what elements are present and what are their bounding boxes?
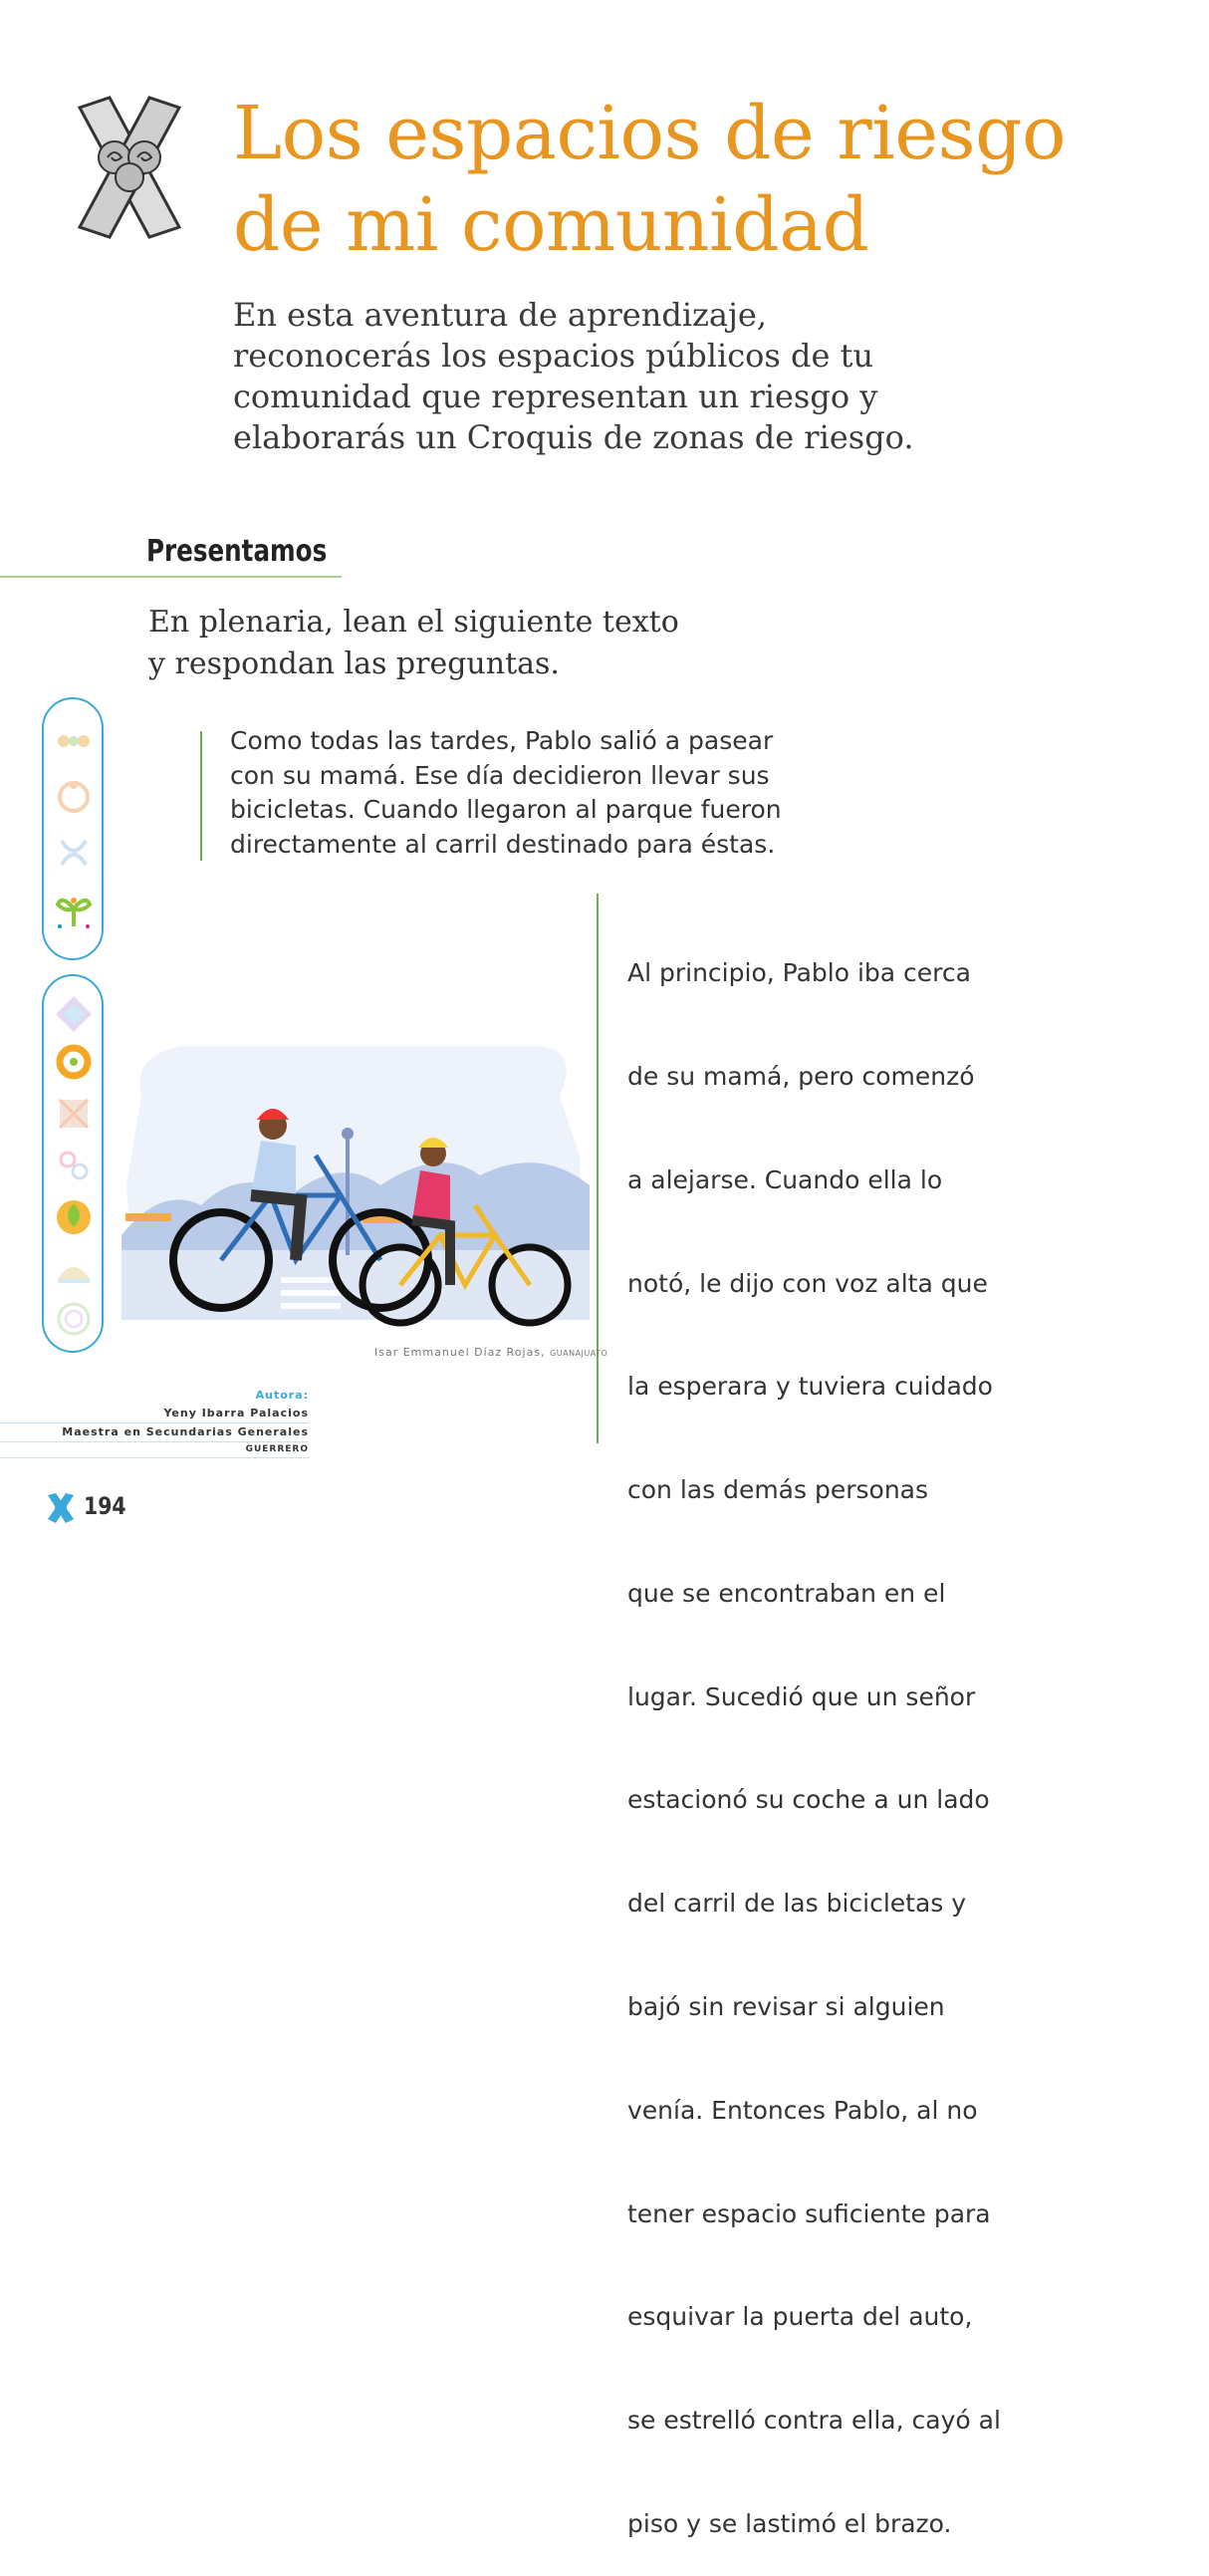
intro-line: En esta aventura de aprendizaje, [233,296,768,334]
story-line: de su mamá, pero comenzó [627,1061,975,1091]
story-line: Al principio, Pablo iba cerca [627,958,971,988]
instruction-line: y respondan las preguntas. [148,646,560,681]
spiral-icon [54,1299,94,1339]
sidebar-icons-bottom [42,974,104,1353]
story-line: con las demás personas [627,1475,929,1505]
story-line: notó, le dijo con voz alta que [627,1268,988,1298]
story-line: venía. Entonces Pablo, al no [627,2095,978,2125]
swirl-icon [54,1146,94,1185]
section-heading: Presentamos [146,534,328,569]
people-link-icon [54,833,94,873]
story-line: tener espacio suficiente para [627,2198,991,2228]
sprout-icon [54,891,94,930]
story-line: lugar. Sucedió que un señor [627,1681,976,1711]
page-number: 194 [84,1492,126,1520]
intro-line: reconocerás los espacios públicos de tu [233,337,874,375]
story-paragraph-1 [230,724,847,862]
story-line: esquivar la puerta del auto, [627,2302,973,2332]
series-logo-icon [46,1491,76,1525]
author-state: GUERRERO [0,1442,309,1458]
intro-text [233,295,990,458]
instruction-line: En plenaria, lean el siguiente texto [148,605,679,640]
people-circle-icon [54,777,94,817]
story-line: con su mamá. Ese día decidieron llevar sus [230,760,770,790]
story-line: directamente al carril destinado para éstas. [230,829,776,859]
story-line: estacionó su coche a un lado [627,1785,990,1815]
leaf-icon [54,1197,94,1237]
story-line: se estrelló contra ella, cayó al [627,2406,1001,2436]
quote-bar [200,731,202,861]
section-divider [0,576,342,578]
page-title [233,88,1179,271]
diamond-pattern-icon [54,994,94,1034]
ring-icon [54,1042,94,1082]
illustration-credit [374,1346,607,1359]
title-line: Los espacios de riesgo [233,91,1067,176]
hill-icon [54,1249,94,1289]
story-paragraph-2 [627,888,1046,2576]
author-label: Autora: [255,1389,309,1402]
story-line: del carril de las bicicletas y [627,1889,967,1919]
intro-line: elaborarás un Croquis de zonas de riesgo. [233,418,914,456]
sidebar-icons-top [42,697,104,960]
author-name: Yeny Ibarra Palacios [0,1405,309,1423]
story-line: Como todas las tardes, Pablo salió a pasear [230,726,774,755]
author-role: Maestra en Secundarias Generales [0,1423,309,1442]
credit-place: GUANAJUATO [550,1349,608,1358]
crossed-glyph-icon [70,88,189,247]
credit-name: Isar Emmanuel Díaz Rojas, [374,1346,551,1359]
story-line: la esperara y tuviera cuidado [627,1372,993,1402]
intro-line: comunidad que representan un riesgo y [233,378,878,415]
title-line: de mi comunidad [233,182,869,268]
story-line: a alejarse. Cuando ella lo [627,1164,943,1194]
instruction-text [148,602,766,685]
story-line: que se encontraban en el [627,1578,946,1608]
author-block [0,1387,309,1458]
story-line: bajó sin revisar si alguien [627,1992,945,2021]
quote-bar [597,894,599,1443]
story-line: bicicletas. Cuando llegaron al parque fueron [230,795,782,825]
cyclists-illustration [121,1036,590,1335]
nature-flower-icon [54,721,94,761]
square-knot-icon [54,1094,94,1134]
story-line: piso y se lastimó el brazo. [627,2508,952,2538]
